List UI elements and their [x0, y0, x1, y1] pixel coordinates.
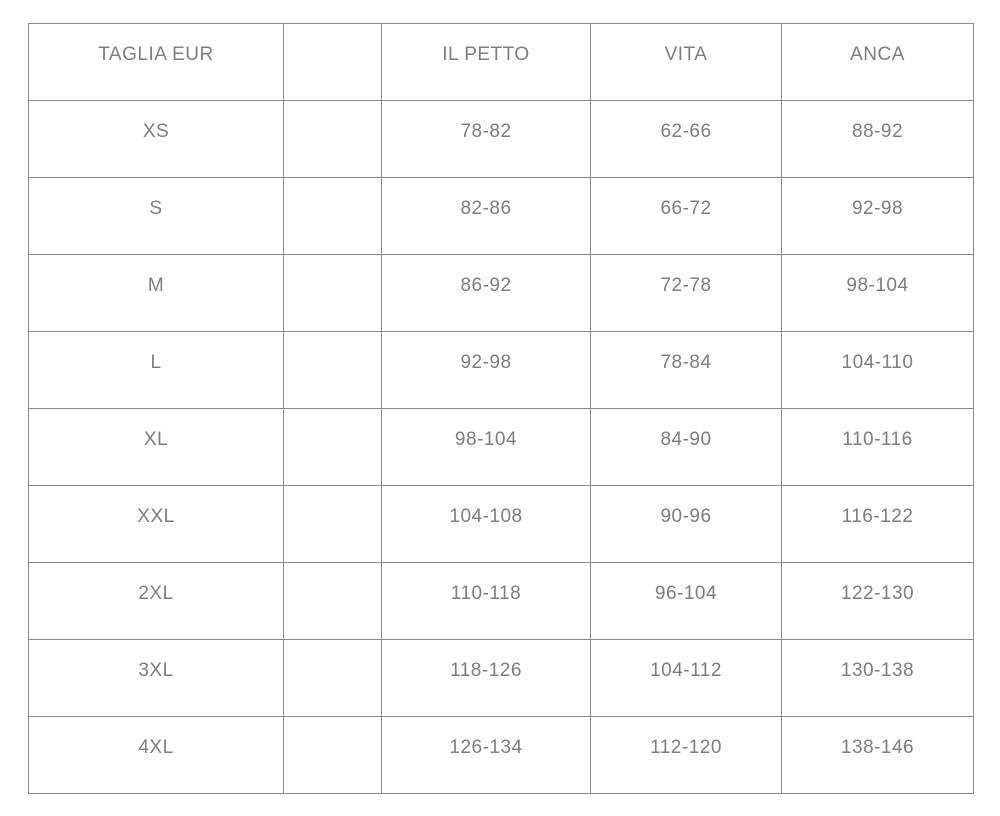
table-row — [29, 717, 974, 794]
image-cell — [284, 717, 382, 794]
waist-cell: 66-72 — [591, 178, 782, 255]
table-row — [29, 563, 974, 640]
size-cell: XXL — [29, 486, 284, 563]
waist-cell: 72-78 — [591, 255, 782, 332]
hip-cell: 88-92 — [782, 101, 974, 178]
chest-cell: 92-98 — [382, 332, 591, 409]
waist-cell: 84-90 — [591, 409, 782, 486]
table-row — [29, 409, 974, 486]
image-cell — [284, 178, 382, 255]
hip-cell: 122-130 — [782, 563, 974, 640]
table-row — [29, 640, 974, 717]
table-row — [29, 101, 974, 178]
size-chart-table — [28, 23, 974, 794]
image-cell — [284, 255, 382, 332]
chest-cell: 126-134 — [382, 717, 591, 794]
size-cell: 3XL — [29, 640, 284, 717]
image-cell — [284, 563, 382, 640]
chest-cell: 98-104 — [382, 409, 591, 486]
size-cell: L — [29, 332, 284, 409]
waist-cell: 62-66 — [591, 101, 782, 178]
table-row — [29, 486, 974, 563]
hip-cell: 130-138 — [782, 640, 974, 717]
hip-cell: 110-116 — [782, 409, 974, 486]
header-chest: IL PETTO — [382, 24, 591, 101]
header-size: TAGLIA EUR — [29, 24, 284, 101]
chest-cell: 86-92 — [382, 255, 591, 332]
waist-cell: 96-104 — [591, 563, 782, 640]
image-cell — [284, 640, 382, 717]
size-cell: XS — [29, 101, 284, 178]
hip-cell: 98-104 — [782, 255, 974, 332]
chest-cell: 104-108 — [382, 486, 591, 563]
image-cell — [284, 101, 382, 178]
waist-cell: 104-112 — [591, 640, 782, 717]
hip-cell: 138-146 — [782, 717, 974, 794]
size-cell: M — [29, 255, 284, 332]
hip-cell: 92-98 — [782, 178, 974, 255]
hip-cell: 116-122 — [782, 486, 974, 563]
header-row — [29, 24, 974, 101]
size-cell: XL — [29, 409, 284, 486]
header-image — [284, 24, 382, 101]
chest-cell: 110-118 — [382, 563, 591, 640]
image-cell — [284, 409, 382, 486]
table-row — [29, 255, 974, 332]
image-cell — [284, 486, 382, 563]
header-hip: ANCA — [782, 24, 974, 101]
chest-cell: 78-82 — [382, 101, 591, 178]
table-row — [29, 178, 974, 255]
waist-cell: 90-96 — [591, 486, 782, 563]
chest-cell: 82-86 — [382, 178, 591, 255]
chest-cell: 118-126 — [382, 640, 591, 717]
image-cell — [284, 332, 382, 409]
waist-cell: 78-84 — [591, 332, 782, 409]
size-cell: 4XL — [29, 717, 284, 794]
waist-cell: 112-120 — [591, 717, 782, 794]
header-waist: VITA — [591, 24, 782, 101]
hip-cell: 104-110 — [782, 332, 974, 409]
table-row — [29, 332, 974, 409]
size-cell: S — [29, 178, 284, 255]
size-cell: 2XL — [29, 563, 284, 640]
